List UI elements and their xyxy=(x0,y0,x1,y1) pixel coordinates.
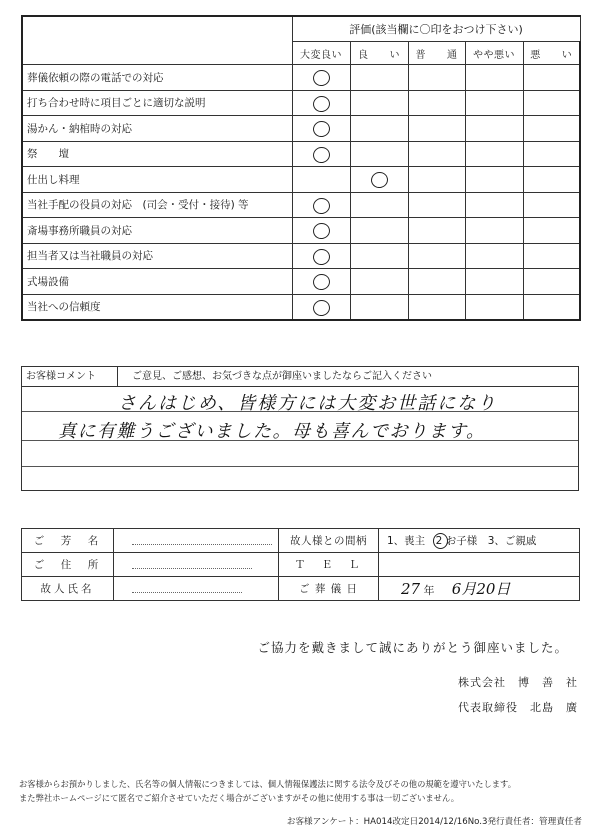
rating-cell[interactable] xyxy=(523,218,580,244)
redacted-scribble xyxy=(132,586,242,593)
rating-cell[interactable] xyxy=(465,294,523,320)
evaluation-item-label: 当社手配の役員の対応 (司会・受付・接待) 等 xyxy=(22,192,292,218)
customer-info-table xyxy=(21,528,580,601)
rating-column-header: 大変良い xyxy=(292,42,350,65)
circle-mark xyxy=(312,94,332,113)
comment-handwritten-line-2: 真に有難うございました。母も喜んでおります。 xyxy=(58,421,486,442)
rating-cell[interactable] xyxy=(523,65,580,91)
comment-prompt: ご意見、ご感想、お気づきな点が御座いましたならご記入ください xyxy=(132,371,432,382)
rating-column-header: 悪 い xyxy=(523,42,580,65)
tel-value xyxy=(379,553,580,577)
rating-cell[interactable] xyxy=(523,269,580,295)
rating-cell[interactable] xyxy=(523,167,580,193)
rating-cell[interactable] xyxy=(350,294,408,320)
circle-mark xyxy=(312,273,332,292)
rating-cell[interactable] xyxy=(523,141,580,167)
rating-cell[interactable] xyxy=(523,116,580,142)
rating-cell[interactable] xyxy=(292,116,350,142)
evaluation-row xyxy=(22,65,580,91)
blank-header-cell xyxy=(22,16,292,65)
evaluation-item-label: 担当者又は当社職員の対応 xyxy=(22,243,292,269)
address-value xyxy=(114,553,279,577)
circle-mark xyxy=(370,171,390,190)
rating-cell[interactable] xyxy=(350,167,408,193)
rating-cell[interactable] xyxy=(465,90,523,116)
rating-cell[interactable] xyxy=(292,167,350,193)
rating-cell[interactable] xyxy=(408,167,465,193)
rating-cell[interactable] xyxy=(408,243,465,269)
rating-cell[interactable] xyxy=(408,218,465,244)
evaluation-item-label: 打ち合わせ時に項目ごとに適切な説明 xyxy=(22,90,292,116)
rating-cell[interactable] xyxy=(292,218,350,244)
evaluation-row xyxy=(22,116,580,142)
rating-column-header: 普 通 xyxy=(408,42,465,65)
circle-mark xyxy=(312,120,332,139)
comment-header xyxy=(22,367,578,387)
rating-cell[interactable] xyxy=(408,192,465,218)
evaluation-item-label: 祭 壇 xyxy=(22,141,292,167)
circle-mark xyxy=(312,222,332,241)
circle-mark xyxy=(312,69,332,88)
rating-cell[interactable] xyxy=(292,269,350,295)
deceased-name-value xyxy=(114,577,279,601)
ceo-name: 代表取締役 北島 廣 xyxy=(458,701,578,714)
comment-handwritten-line-1: さんはじめ、皆様方には大変お世話になり xyxy=(118,393,498,414)
evaluation-row xyxy=(22,90,580,116)
rating-cell[interactable] xyxy=(523,294,580,320)
rating-cell[interactable] xyxy=(523,243,580,269)
circle-mark xyxy=(312,196,332,215)
circle-mark xyxy=(312,247,332,266)
rating-cell[interactable] xyxy=(408,141,465,167)
rating-cell[interactable] xyxy=(465,243,523,269)
funeral-date-month-day: 6月20日 xyxy=(451,580,511,598)
rating-cell[interactable] xyxy=(408,269,465,295)
rating-cell[interactable] xyxy=(465,269,523,295)
rating-cell[interactable] xyxy=(292,243,350,269)
rating-cell[interactable] xyxy=(465,167,523,193)
rating-cell[interactable] xyxy=(350,141,408,167)
redacted-scribble xyxy=(132,562,252,569)
evaluation-item-label: 湯かん・納棺時の対応 xyxy=(22,116,292,142)
funeral-date-year-unit: 年 xyxy=(423,584,435,597)
privacy-notice-line-1: お客様からお預かりしました、氏名等の個人情報につきましては、個人情報保護法に関する法令及びその他の規範を遵守いたします。 xyxy=(19,779,516,789)
redacted-scribble xyxy=(132,538,272,545)
rating-cell[interactable] xyxy=(465,141,523,167)
circle-mark xyxy=(312,145,332,164)
relation-value xyxy=(379,529,580,553)
evaluation-header: 評価(該当欄に〇印をおつけ下さい) xyxy=(292,16,580,42)
rating-cell[interactable] xyxy=(292,294,350,320)
rating-cell[interactable] xyxy=(465,218,523,244)
name-label: ご 芳 名 xyxy=(22,529,114,553)
thanks-message: ご協力を戴きまして誠にありがとう御座いました。 xyxy=(257,640,568,655)
rating-cell[interactable] xyxy=(350,243,408,269)
evaluation-row xyxy=(22,294,580,320)
rating-cell[interactable] xyxy=(292,192,350,218)
relation-selected-circle xyxy=(433,533,448,549)
evaluation-item-label: 当社への信頼度 xyxy=(22,294,292,320)
evaluation-row xyxy=(22,192,580,218)
evaluation-item-label: 葬儀依頼の際の電話での対応 xyxy=(22,65,292,91)
evaluation-item-label: 仕出し料理 xyxy=(22,167,292,193)
funeral-date-value xyxy=(379,577,580,601)
rating-cell[interactable] xyxy=(350,269,408,295)
name-value xyxy=(114,529,279,553)
rating-column-header: やや悪い xyxy=(465,42,523,65)
circle-mark xyxy=(312,298,332,317)
evaluation-row xyxy=(22,218,580,244)
relation-options: 1、喪主 2 お子様 3、ご親戚 xyxy=(387,535,537,547)
form-footer: お客様アンケート：HA014改定日2014/12/16No.3発行責任者：管理責任者 xyxy=(286,817,582,827)
rating-cell[interactable] xyxy=(292,65,350,91)
funeral-date-year: 27 xyxy=(401,580,421,598)
rating-cell[interactable] xyxy=(523,90,580,116)
evaluation-row xyxy=(22,269,580,295)
rating-cell[interactable] xyxy=(523,192,580,218)
evaluation-table xyxy=(21,15,581,321)
evaluation-row xyxy=(22,243,580,269)
comment-label: お客様コメント xyxy=(22,367,118,386)
rating-cell[interactable] xyxy=(408,90,465,116)
rating-cell[interactable] xyxy=(408,294,465,320)
tel-label: Ｔ Ｅ Ｌ xyxy=(279,553,379,577)
comment-rule xyxy=(22,466,578,467)
rating-cell[interactable] xyxy=(292,141,350,167)
company-name: 株式会社 博 善 社 xyxy=(458,676,578,689)
rating-cell[interactable] xyxy=(350,218,408,244)
rating-cell[interactable] xyxy=(350,116,408,142)
rating-cell[interactable] xyxy=(292,90,350,116)
rating-cell[interactable] xyxy=(465,192,523,218)
evaluation-item-label: 式場設備 xyxy=(22,269,292,295)
rating-cell[interactable] xyxy=(350,90,408,116)
deceased-name-label: 故人氏名 xyxy=(22,577,114,601)
address-label: ご 住 所 xyxy=(22,553,114,577)
evaluation-item-label: 斎場事務所職員の対応 xyxy=(22,218,292,244)
evaluation-row xyxy=(22,167,580,193)
privacy-notice-line-2: また弊社ホームページにて匿名でご紹介させていただく場合がございますがその他に使用する事は一切ございません。 xyxy=(19,793,460,803)
rating-cell[interactable] xyxy=(408,65,465,91)
rating-cell[interactable] xyxy=(465,116,523,142)
rating-cell[interactable] xyxy=(350,192,408,218)
comment-box xyxy=(21,366,579,491)
rating-cell[interactable] xyxy=(465,65,523,91)
rating-column-header: 良 い xyxy=(350,42,408,65)
relation-label: 故人様との間柄 xyxy=(279,529,379,553)
evaluation-row xyxy=(22,141,580,167)
rating-cell[interactable] xyxy=(408,116,465,142)
rating-cell[interactable] xyxy=(350,65,408,91)
funeral-date-label: ご 葬 儀 日 xyxy=(279,577,379,601)
